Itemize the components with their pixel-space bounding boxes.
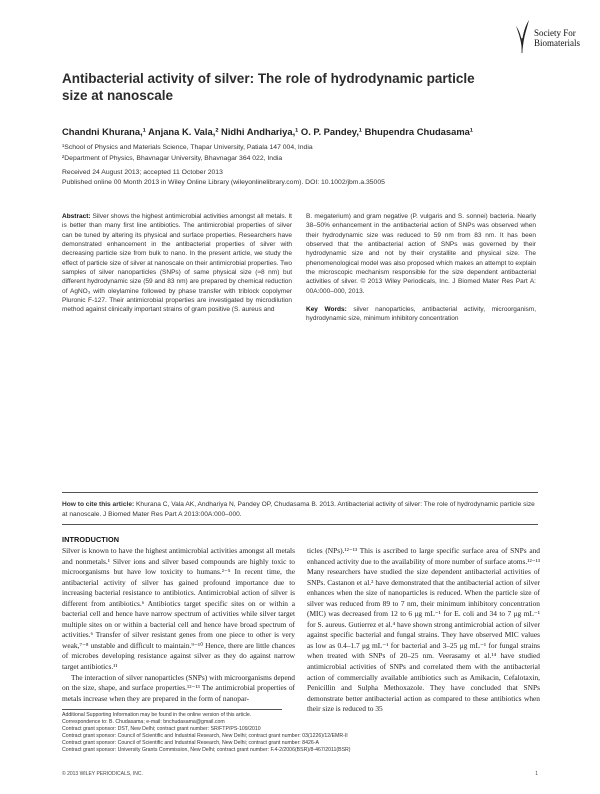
footnotes bbox=[62, 712, 538, 754]
citation-text: Khurana C, Vala AK, Andhariya N, Pandey OP, Chudasama B. 2013. Antibacterial activity of silver: The role of hydrodynamic particle size at nanoscale. J Biomed Mater Res Part A 2013:00A:000–000. bbox=[62, 501, 535, 518]
footnote-grant-4: Contract grant sponsor: University Grants Commission, New Delhi; contract grant number: F.4-2/2006(BSR)/8-467/2011(BSR) bbox=[62, 747, 351, 753]
intro-right-column bbox=[307, 546, 540, 715]
page-footer bbox=[62, 771, 538, 777]
article-title: Antibacterial activity of silver: The role of hydrodynamic particle size at nanoscale bbox=[62, 71, 475, 103]
affiliation-2: ²Department of Physics, Bhavnagar University, Bhavnagar 364 022, India bbox=[62, 155, 283, 162]
affiliation-1: ¹School of Physics and Materials Science, Thapar University, Patiala 147 004, India bbox=[62, 144, 313, 151]
logo-line1: Society For bbox=[534, 28, 576, 38]
logo-line2: Biomaterials bbox=[534, 38, 580, 48]
footnote-grant-3: Contract grant sponsor: Council of Scientific and Industrial Research, New Delhi; contract grant number: 8426-A bbox=[62, 740, 319, 746]
abstract-right-column bbox=[306, 212, 536, 324]
publication-dates bbox=[62, 168, 562, 188]
logo-text bbox=[534, 18, 580, 48]
affiliations bbox=[62, 142, 562, 164]
received-date: Received 24 August 2013; accepted 11 October 2013 bbox=[62, 169, 223, 176]
intro-paragraph-3: ticles (NPs).¹²⁻¹³ This is ascribed to large specific surface area of SNPs and enhanced activity due to the availability of more number of surface atoms.¹²⁻¹³ Many researchers have studied the size dependent antibacterial activities of SNPs. Castanon et al.² have demonstrated that the antibacterial action of silver enhances when the size of nanoparticles is reduced. When the particle size of silver was reduced from 89 to 7 nm, their minimum inhibitory concentration (MIC) was decreased from 12 to 6 μg mL⁻¹ for E. coli and 34 to 7 μg mL⁻¹ for S. aureus. Gutierrez et al.⁴ have shown strong antimicrobial action of silver against specific bacterial and fungal strains. They have observed MIC values as low as 0.4–1.7 μg mL⁻¹ for bacterial and 3–25 μg mL⁻¹ for fungal strains when treated with SNPs of 20–25 nm. Veerasamy et al.¹⁴ have studied antimicrobial activities of SNPs and correlated them with the antibacterial action of commercially available antibiotics such as Amikacin, Cefalotaxin, Penicillin and Sulpha Methoxazole. They have concluded that SNPs demonstrate better antibacterial action as compared to these antibiotics when their size is reduced to 35 bbox=[307, 546, 540, 714]
society-logo bbox=[513, 18, 583, 54]
intro-left-column bbox=[62, 546, 295, 704]
page-number: 1 bbox=[535, 771, 538, 777]
citation-block bbox=[62, 500, 540, 519]
intro-heading: INTRODUCTION bbox=[62, 535, 120, 544]
divider-bottom bbox=[62, 524, 538, 525]
keywords bbox=[306, 305, 536, 324]
divider-top bbox=[62, 492, 538, 493]
footnote-grant-1: Contract grant sponsor: DST, New Delhi; contract grant number: SR/FTP/PS-109/2010 bbox=[62, 726, 261, 732]
footnote-supporting: Additional Supporting Information may be found in the online version of this article. bbox=[62, 712, 252, 718]
footnote-divider bbox=[62, 709, 282, 710]
published-online: Published online 00 Month 2013 in Wiley Online Library (wileyonlinelibrary.com). DOI: 10.1002/jbm.a.35005 bbox=[62, 179, 385, 186]
footnote-grant-2: Contract grant sponsor: Council of Scientific and Industrial Research, New Delhi; contract grant number: 03(1226)/12/EMR-II bbox=[62, 733, 348, 739]
citation-label: How to cite this article: bbox=[62, 501, 135, 508]
copyright: © 2013 WILEY PERIODICALS, INC. bbox=[62, 771, 143, 777]
abstract-text-right: B. megaterium) and gram negative (P. vulgaris and S. sonnei) bacteria. Nearly 38–50% enhancement in the antibacterial action of SNPs was observed when their hydrodynamic size was reduced to 59 nm from 83 nm. It has been observed that the antibacterial action of SNPs was governed by their hydrodynamic size and not by their crystallite and physical size. The phenomenological model was also proposed which makes an attempt to explain the microscopic mechanism responsible for the size dependent antibacterial activities of silver. © 2013 Wiley Periodicals, Inc. J Biomed Mater Res Part A: 00A:000–000, 2013. bbox=[306, 213, 536, 295]
keywords-text: silver nanoparticles, antibacterial activity, microorganism, hydrodynamic size, minimum inhibitory concentration bbox=[306, 306, 537, 323]
keywords-label: Key Words: bbox=[306, 306, 347, 314]
intro-paragraph-1: Silver is known to have the highest antimicrobial activities amongst all metals and nonmetals.¹ Silver ions and silver based compounds are highly toxic to microorganisms but have low toxicity to humans.²⁻⁵ In recent time, the antibacterial activity of silver has gained profound importance due to increasing bacterial resistance to antibiotics. Antimicrobial action of silver is different from antibiotics.⁶ Antibiotics target specific sites on or within a bacterial cell and hence have narrow spectrum of activities while silver target multiple sites on or within a bacterial cell and hence have broad spectrum of activities.⁶ Transfer of silver resistant genes from one piece to other is very weak,⁷⁻⁸ unstable and difficult to maintain.⁹⁻¹⁰ Hence, there are little chances of microbes developing resistance against silver as they do against narrow target antibiotics.¹¹ bbox=[62, 546, 295, 672]
abstract-left-column bbox=[62, 212, 292, 315]
footnote-correspondence: Correspondence to: B. Chudasama; e-mail: bnchudasama@gmail.com bbox=[62, 719, 225, 725]
abstract-label: Abstract: bbox=[62, 213, 91, 220]
intro-paragraph-2: The interaction of silver nanoparticles (SNPs) with microorganisms depend on the size, shape, and surface properties.¹²⁻¹³ The antimicrobial properties of metals increase when they are prepared in the form of nanopar- bbox=[62, 672, 295, 703]
feather-icon bbox=[513, 18, 531, 54]
abstract-text-left: Silver shows the highest antimicrobial activities amongst all metals. It is better than many first line antibiotics. The antimicrobial properties of silver can be tuned by altering its physical and surface properties. Researchers have demonstrated enhancement in the antibacterial properties of silver with decreasing particle size from bulk to nano. In the present article, we study the effect of particle size of silver at nanoscale on their antimicrobial properties. Two samples of silver nanoparticles (SNPs) of same physical size (≈8 nm) but different hydrodynamic size (59 and 83 nm) are prepared by chemical reduction of AgNO₃ with oleylamine followed by phase transfer with triblock copolymer Pluronic F-127. Their antimicrobial properties are investigated by microdilution method against clinically important strains of gram positive (S. aureus and bbox=[62, 213, 292, 314]
author-list: Chandni Khurana,¹ Anjana K. Vala,² Nidhi Andhariya,¹ O. P. Pandey,¹ Bhupendra Chudasama¹ bbox=[62, 126, 473, 137]
